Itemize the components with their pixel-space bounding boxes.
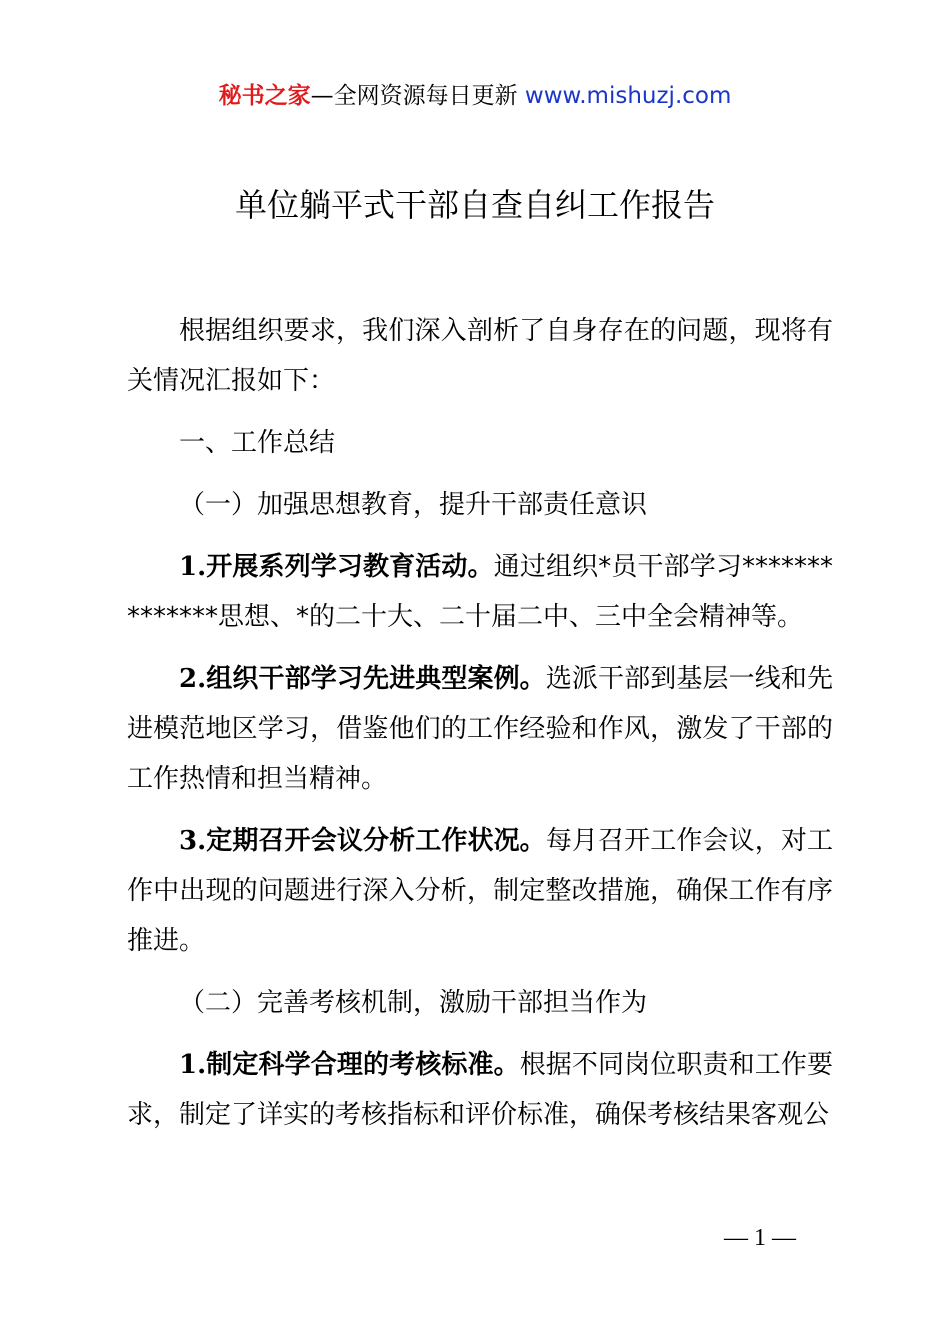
- intro-paragraph: 根据组织要求，我们深入剖析了自身存在的问题，现将有关情况汇报如下：: [127, 316, 833, 396]
- item-text: 选派干部到基层一线和先进模范地区学习，借鉴他们的工作经验和作风，激发了干部的工作热情和担当精神。: [127, 664, 833, 794]
- section-heading: 一、工作总结: [179, 428, 336, 458]
- item-lead: 制定科学合理的考核标准。: [206, 1050, 520, 1080]
- site-tagline: —全网资源每日更新: [310, 83, 525, 109]
- item-number: 1.: [179, 552, 207, 582]
- item-text: 通过组织*员干部学习**************思想、*的二十大、二十届二中、三中全会精神等。: [127, 552, 833, 632]
- item-lead: 组织干部学习先进典型案例。: [206, 664, 546, 694]
- list-item: [127, 1040, 833, 1140]
- subsection-heading: （一）加强思想教育，提升干部责任意识: [179, 490, 648, 520]
- list-item: [127, 654, 833, 804]
- list-item: [127, 816, 833, 966]
- item-number: 1.: [179, 1050, 207, 1080]
- subsection-heading: （二）完善考核机制，激励干部担当作为: [179, 988, 648, 1018]
- document-body: [127, 306, 833, 1152]
- site-header: [0, 80, 950, 112]
- document-title: 单位躺平式干部自查自纠工作报告: [234, 186, 715, 224]
- site-url-link[interactable]: www.mishuzj.com: [524, 83, 732, 109]
- site-brand: 秘书之家: [218, 83, 311, 109]
- item-lead: 定期召开会议分析工作状况。: [206, 826, 546, 856]
- item-number: 3.: [179, 826, 207, 856]
- list-item: [127, 542, 833, 642]
- item-lead: 开展系列学习教育活动。: [206, 552, 494, 582]
- item-number: 2.: [179, 664, 207, 694]
- page-number: — 1 —: [724, 1225, 796, 1251]
- item-text: 每月召开工作会议，对工作中出现的问题进行深入分析，制定整改措施，确保工作有序推进。: [127, 826, 833, 956]
- item-text: 根据不同岗位职责和工作要求，制定了详实的考核指标和评价标准，确保考核结果客观公: [127, 1050, 833, 1130]
